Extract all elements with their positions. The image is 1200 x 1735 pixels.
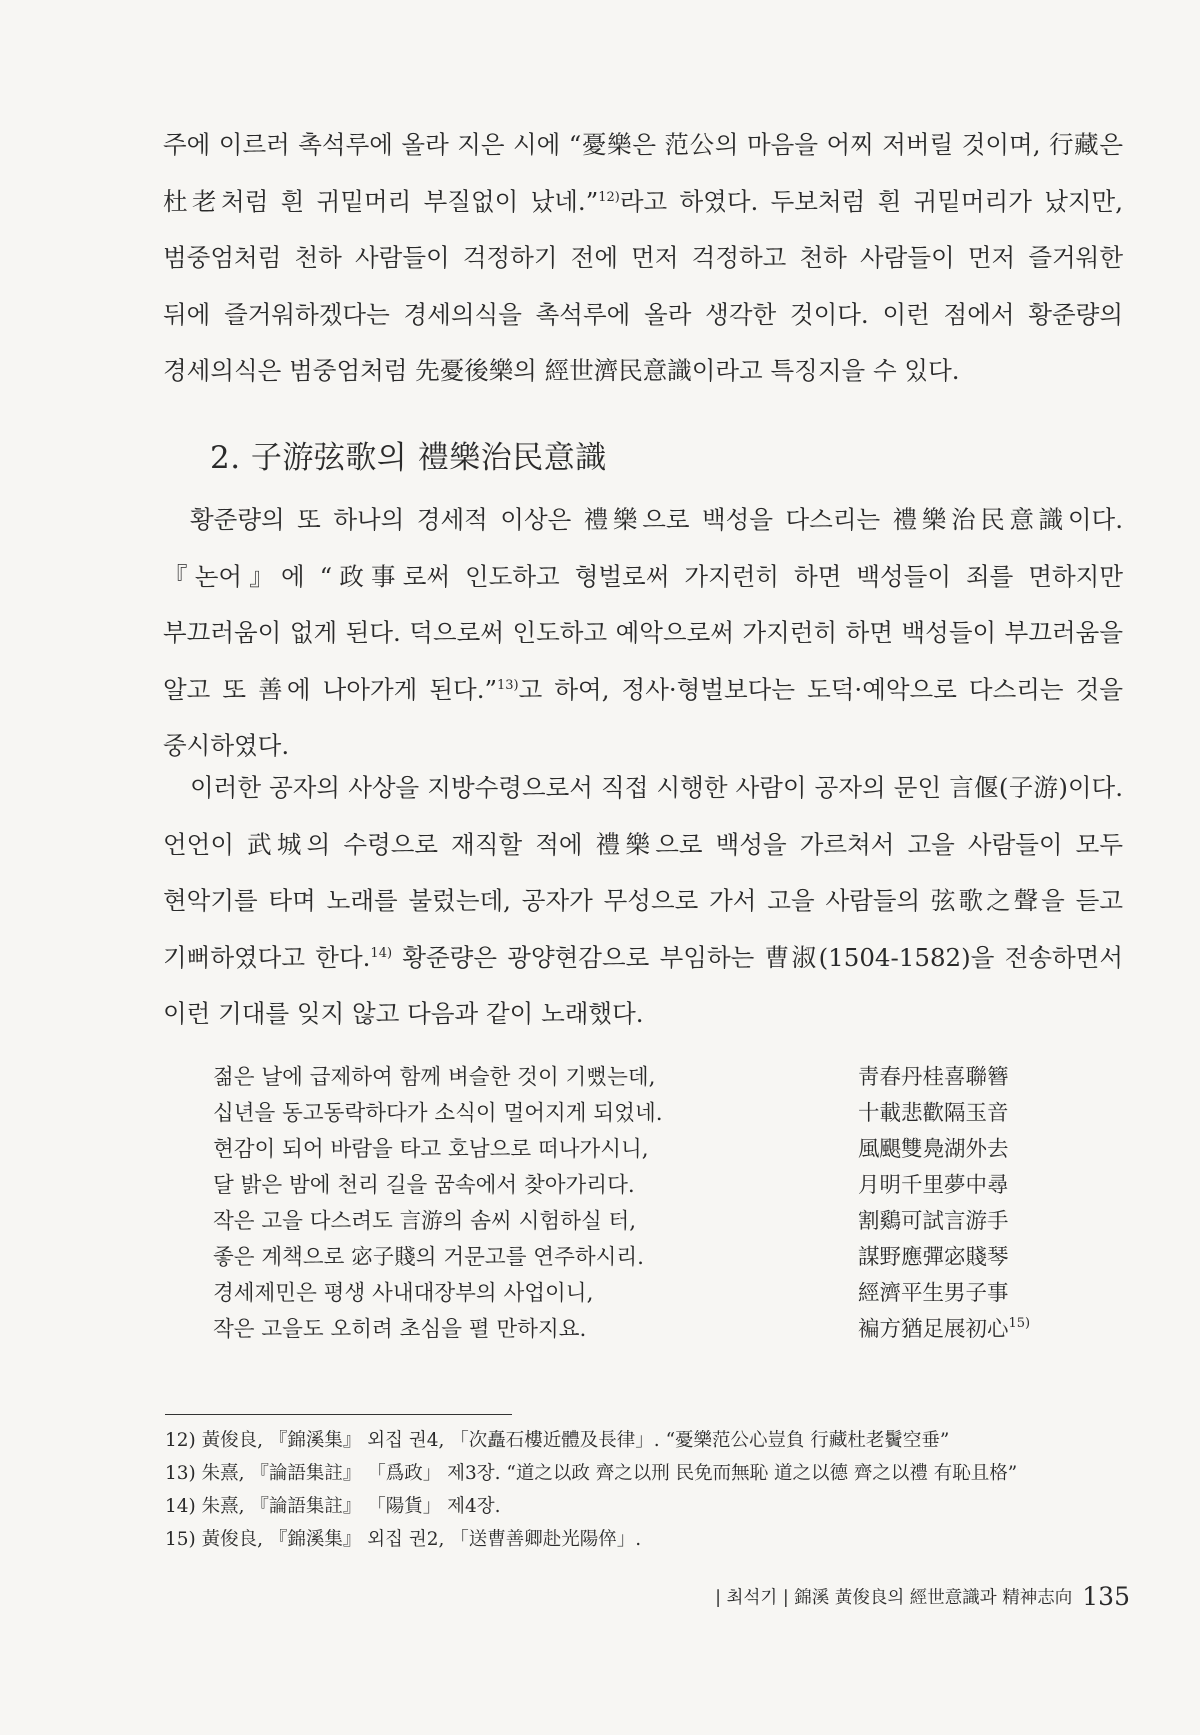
footnote-15: 15) 黃俊良, 『錦溪集』 외집 권2, 「送曹善卿赴光陽倅」. — [165, 1529, 642, 1550]
poem-chinese: 十載悲歡隔玉音 — [858, 1101, 1009, 1126]
poem-line — [213, 1312, 1073, 1348]
running-head-text: | 최석기 | 錦溪 黃俊良의 經世意識과 精神志向 — [715, 1588, 1073, 1608]
footnote-ref-15[interactable]: 15) — [1008, 1316, 1031, 1331]
paragraph-3-text-b: 황준량은 광양현감으로 부임하는 曹淑(1504-1582)을 전송하면서 이런 기대를 잊지 않고 다음과 같이 노래했다. — [163, 942, 1123, 1028]
body-paragraph-2 — [163, 492, 1123, 775]
poem-line — [213, 1132, 1073, 1168]
poem-chinese: 靑春丹桂喜聯簪 — [858, 1065, 1009, 1090]
poem-line — [213, 1168, 1073, 1204]
running-footer — [700, 1580, 1130, 1609]
footnotes — [165, 1424, 1145, 1556]
body-paragraph-1 — [163, 117, 1123, 400]
poem-line — [213, 1276, 1073, 1312]
poem-korean: 작은 고을 다스려도 言游의 솜씨 시험하실 터, — [213, 1209, 637, 1234]
poem-chinese: 月明千里夢中尋 — [858, 1173, 1009, 1198]
poem-korean: 현감이 되어 바람을 타고 호남으로 떠나가시니, — [213, 1137, 649, 1162]
poem-korean: 작은 고을도 오히려 초심을 펼 만하지요. — [213, 1317, 587, 1342]
poem-chinese: 風颶雙鳧湖外去 — [858, 1137, 1009, 1162]
poem-chinese: 割鷄可試言游手 — [858, 1209, 1009, 1234]
paragraph-2-text-a: 황준량의 또 하나의 경세적 이상은 禮樂으로 백성을 다스리는 禮樂治民意識이다. 『논어』에 “政事로써 인도하고 형벌로써 가지런히 하면 백성들이 죄를 면하지만 부끄러움이 없게 된다. 덕으로써 인도하고 예악으로써 가지런히 하면 백성들이 부끄러움을 알고 또 善에 나아가게 된다.” — [163, 505, 1123, 704]
page-number: 135 — [1082, 1582, 1130, 1611]
footnote-ref-13[interactable]: 13) — [497, 677, 519, 693]
poem-chinese: 經濟平生男子事 — [858, 1281, 1009, 1306]
poem-korean: 좋은 계책으로 宓子賤의 거문고를 연주하시리. — [213, 1245, 644, 1270]
poem-line — [213, 1240, 1073, 1276]
poem-korean: 경세제민은 평생 사내대장부의 사업이니, — [213, 1281, 594, 1306]
poem-chinese — [858, 1312, 1030, 1343]
body-paragraph-3 — [163, 760, 1123, 1043]
footnote-13: 13) 朱熹, 『論語集註』 「爲政」 제3장. “道之以政 齊之以刑 民免而無恥 道之以德 齊之以禮 有恥且格” — [165, 1463, 1018, 1484]
poem-line — [213, 1204, 1073, 1240]
footnote-14: 14) 朱熹, 『論語集註』 「陽貨」 제4장. — [165, 1496, 501, 1517]
poem-korean: 달 밝은 밤에 천리 길을 꿈속에서 찾아가리다. — [213, 1173, 635, 1198]
paragraph-2-text-b: 고 하여, 정사·형벌보다는 도덕·예악으로 다스리는 것을 중시하였다. — [163, 674, 1123, 760]
footnote-12: 12) 黃俊良, 『錦溪集』 외집 권4, 「次矗石樓近體及長律」. “憂樂范公心豈負 行藏杜老鬢空垂” — [165, 1430, 950, 1451]
poem-korean: 십년을 동고동락하다가 소식이 멀어지게 되었네. — [213, 1101, 663, 1126]
footnote-ref-12[interactable]: 12) — [598, 189, 620, 205]
footnote-divider — [165, 1414, 512, 1415]
poem-chinese: 謀野應彈宓賤琴 — [858, 1245, 1009, 1270]
poem-line — [213, 1060, 1073, 1096]
poem-line — [213, 1096, 1073, 1132]
poem-korean: 젊은 날에 급제하여 함께 벼슬한 것이 기뻤는데, — [213, 1065, 656, 1090]
poem-block — [213, 1060, 1073, 1348]
footnote-ref-14[interactable]: 14) — [370, 945, 393, 961]
paragraph-3-text-a: 이러한 공자의 사상을 지방수령으로서 직접 시행한 사람이 공자의 문인 言偃(子游)이다. 언언이 武城의 수령으로 재직할 적에 禮樂으로 백성을 가르쳐서 고을 사람들이 모두 현악기를 타며 노래를 불렀는데, 공자가 무성으로 가서 고을 사람들의 弦歌之聲을 듣고 기뻐하였다고 한다. — [163, 773, 1123, 972]
section-heading: 2. 子游弦歌의 禮樂治民意識 — [210, 440, 607, 476]
paragraph-1-text-a: 주에 이르러 촉석루에 올라 지은 시에 “憂樂은 范公의 마음을 어찌 저버릴 것이며, 行藏은 杜老처럼 흰 귀밑머리 부질없이 났네.” — [163, 130, 1123, 216]
paragraph-1-text-b: 라고 하였다. 두보처럼 흰 귀밑머리가 났지만, 범중엄처럼 천하 사람들이 걱정하기 전에 먼저 걱정하고 천하 사람들이 먼저 즐거워한 뒤에 즐거워하겠다는 경세의식을 촉석루에 올라 생각한 것이다. 이런 점에서 황준량의 경세의식은 범중엄처럼 先憂後樂의 經世濟民意識이라고 특징지을 수 있다. — [163, 186, 1123, 385]
poem-chinese-text: 褊方猶足展初心 — [858, 1317, 1009, 1342]
